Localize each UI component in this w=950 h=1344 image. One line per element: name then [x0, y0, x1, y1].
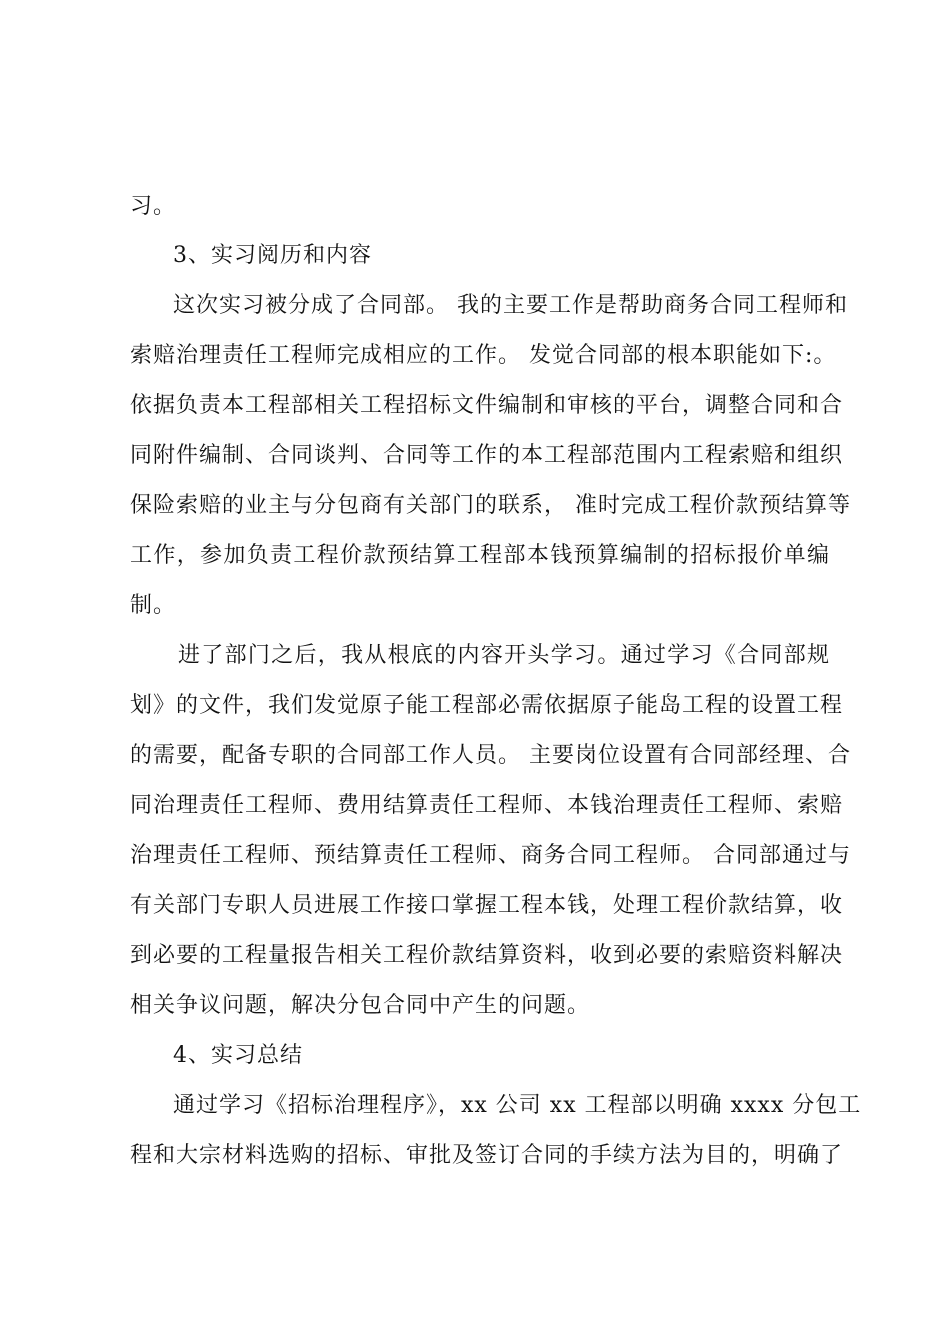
- text-line: 通过学习《招标治理程序》，xx 公司 xx 工程部以明确 xxxx 分包工: [173, 1093, 862, 1118]
- text-line: 同治理责任工程师、费用结算责任工程师、本钱治理责任工程师、索赔: [130, 793, 844, 818]
- text-line: 保险索赔的业主与分包商有关部门的联系， 准时完成工程价款预结算等: [130, 493, 851, 518]
- text-line: 同附件编制、合同谈判、合同等工作的本工程部范围内工程索赔和组织: [130, 443, 844, 468]
- text-line: 进了部门之后，我从根底的内容开头学习。通过学习《合同部规: [178, 643, 830, 668]
- text-line: 划》的文件，我们发觉原子能工程部必需依据原子能岛工程的设置工程: [130, 693, 844, 718]
- text-line: 有关部门专职人员进展工作接口掌握工程本钱，处理工程价款结算，收: [130, 893, 844, 918]
- section-heading: 4、实习总结: [173, 1043, 303, 1068]
- text-line: 制。: [130, 593, 177, 618]
- text-line: 到必要的工程量报告相关工程价款结算资料，收到必要的索赔资料解决: [130, 943, 844, 968]
- text-line: 相关争议问题，解决分包合同中产生的问题。: [130, 993, 591, 1018]
- section-heading: 3、实习阅历和内容: [173, 243, 372, 268]
- text-line: 索赔治理责任工程师完成相应的工作。 发觉合同部的根本职能如下:。: [130, 343, 837, 368]
- text-line: 这次实习被分成了合同部。 我的主要工作是帮助商务合同工程师和: [173, 293, 848, 318]
- text-line: 治理责任工程师、预结算责任工程师、商务合同工程师。 合同部通过与: [130, 843, 851, 868]
- text-line: 工作，参加负责工程价款预结算工程部本钱预算编制的招标报价单编: [130, 543, 830, 568]
- text-line: 的需要，配备专职的合同部工作人员。 主要岗位设置有合同部经理、合: [130, 743, 851, 768]
- text-line: 程和大宗材料选购的招标、审批及签订合同的手续方法为目的，明确了: [130, 1143, 844, 1168]
- text-line: 习。: [130, 194, 177, 219]
- text-line: 依据负责本工程部相关工程招标文件编制和审核的平台，调整合同和合: [130, 393, 844, 418]
